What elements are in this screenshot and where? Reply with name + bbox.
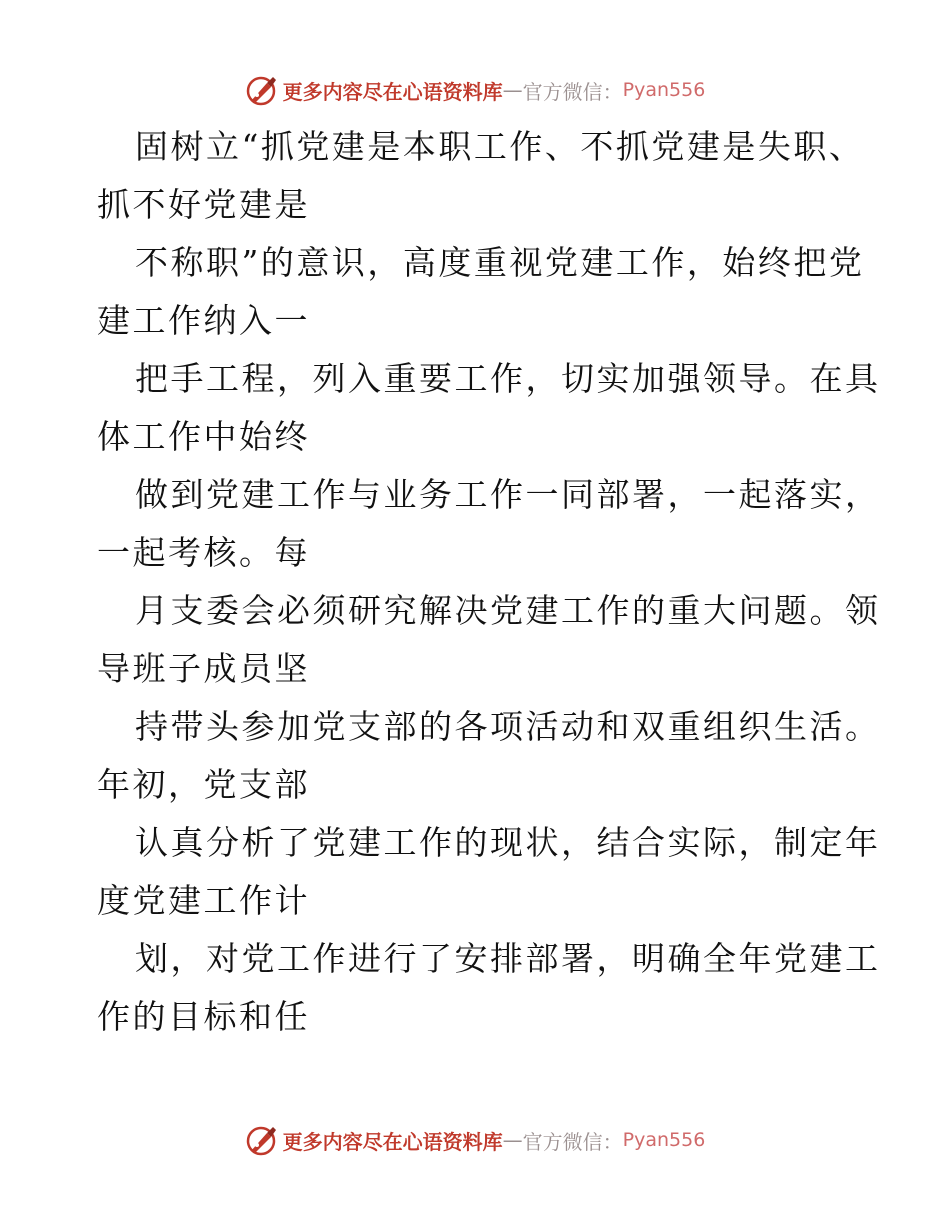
text-line: 把手工程，列入重要工作，切实加强领导。在具 [135,359,881,398]
text-line: 做到党建工作与业务工作一同部署，一起落实， [135,475,881,514]
text-line: 月支委会必须研究解决党建工作的重大问题。领 [135,591,881,630]
text-line: 年初，党支部 [97,765,310,804]
footer-watermark [0,1120,950,1160]
watermark-wechat-id: Pyan556 [622,1129,706,1151]
watermark-brand-text: 更多内容尽在心语资料库 [282,79,503,104]
watermark-dash: — [502,78,523,102]
text-line: 体工作中始终 [97,417,310,456]
text-line: 一起考核。每 [97,533,310,572]
pen-logo-icon [245,1123,279,1157]
document-body [97,118,881,1046]
header-watermark [0,70,950,110]
text-line: 建工作纳入一 [97,301,310,340]
watermark-wechat-label: 官方微信： [522,1129,623,1154]
text-line: 不称职”的意识，高度重视党建工作，始终把党 [135,243,865,282]
text-line: 固树立“抓党建是本职工作、不抓党建是失职、 [135,127,865,166]
watermark-dash: — [502,1128,523,1152]
text-line: 度党建工作计 [97,881,310,920]
text-line: 抓不好党建是 [97,185,310,224]
watermark-wechat-id: Pyan556 [622,79,706,101]
text-line: 导班子成员坚 [97,649,310,688]
text-line: 划，对党工作进行了安排部署，明确全年党建工 [135,939,881,978]
watermark-wechat-label: 官方微信： [522,79,623,104]
pen-logo-icon [245,73,279,107]
text-line: 持带头参加党支部的各项活动和双重组织生活。 [135,707,881,746]
watermark-brand-text: 更多内容尽在心语资料库 [282,1129,503,1154]
text-line: 认真分析了党建工作的现状，结合实际，制定年 [135,823,881,862]
text-line: 作的目标和任 [97,997,310,1036]
